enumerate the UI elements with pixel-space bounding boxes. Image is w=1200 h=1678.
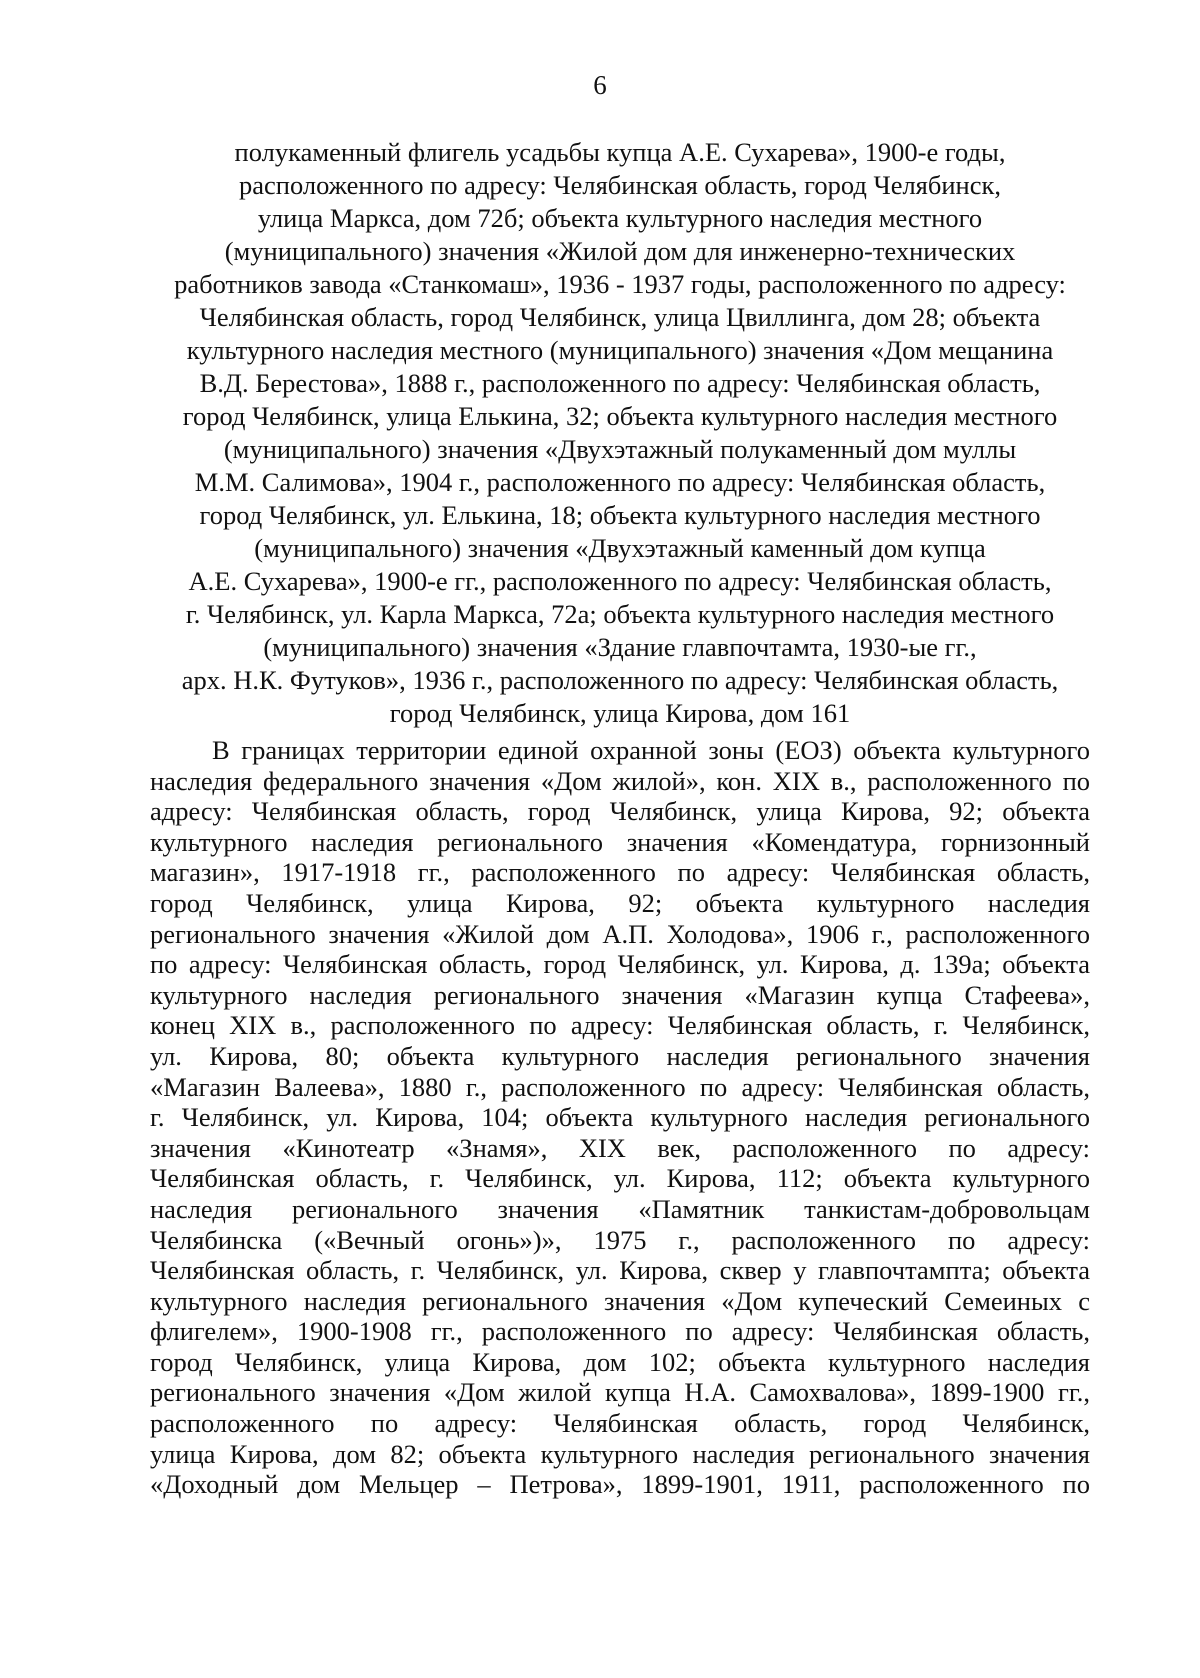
body-line: Челябинская область, г. Челябинск, ул. Кирова, сквер у главпочтампта; объекта [150, 1255, 1090, 1286]
body-line: культурного наследия регионального значения «Дом купеческий Семеиных с [150, 1285, 1090, 1316]
body-line: регионального значения «Дом жилой купца Н.А. Самохвалова», 1899-1900 гг., [150, 1377, 1090, 1408]
body-line: Челябинская область, г. Челябинск, ул. Кирова, 112; объекта культурного [150, 1163, 1090, 1194]
title-line: расположенного по адресу: Челябинская область, город Челябинск, [239, 170, 1001, 200]
body-line: культурного наследия регионального значения «Комендатура, горнизонный [150, 826, 1090, 857]
title-line: (муниципального) значения «Двухэтажный каменный дом купца [254, 533, 986, 563]
page-number: 6 [593, 70, 607, 100]
body-line: наследия регионального значения «Памятник танкистам-добровольцам [150, 1193, 1090, 1224]
title-paragraph [150, 136, 1090, 730]
title-line: арх. Н.К. Футуков», 1936 г., расположенного по адресу: Челябинская область, [181, 665, 1059, 695]
title-line: культурного наследия местного (муниципального) значения «Дом мещанина [186, 335, 1054, 365]
body-line: город Челябинск, улица Кирова, дом 102; объекта культурного наследия [150, 1346, 1090, 1377]
body-line: адресу: Челябинская область, город Челябинск, улица Кирова, 92; объекта [150, 796, 1090, 827]
body-line: конец XIX в., расположенного по адресу: Челябинская область, г. Челябинск, [150, 1010, 1090, 1041]
body-line: город Челябинск, улица Кирова, 92; объекта культурного наследия [150, 887, 1090, 918]
title-line: г. Челябинск, ул. Карла Маркса, 72а; объекта культурного наследия местного [185, 599, 1055, 629]
body-line: В границах территории единой охранной зоны (ЕОЗ) объекта культурного [212, 735, 1090, 765]
title-line: город Челябинск, ул. Елькина, 18; объекта культурного наследия местного [199, 500, 1041, 530]
title-line: В.Д. Берестова», 1888 г., расположенного по адресу: Челябинская область, [199, 368, 1041, 398]
title-line: Челябинская область, город Челябинск, улица Цвиллинга, дом 28; объекта [199, 302, 1041, 332]
title-line: (муниципального) значения «Двухэтажный полукаменный дом муллы [223, 434, 1017, 464]
body-line: улица Кирова, дом 82; объекта культурного наследия регионального значения [150, 1438, 1090, 1469]
title-line: город Челябинск, улица Кирова, дом 161 [389, 698, 851, 728]
title-line: (муниципального) значения «Здание главпочтамта, 1930-ые гг., [263, 632, 977, 662]
title-line: А.Е. Сухарева», 1900-е гг., расположенного по адресу: Челябинская область, [188, 566, 1052, 596]
title-line: М.М. Салимова», 1904 г., расположенного по адресу: Челябинская область, [194, 467, 1046, 497]
title-line: работников завода «Станкомаш», 1936 - 1937 годы, расположенного по адресу: [174, 269, 1066, 299]
body-line: регионального значения «Жилой дом А.П. Холодова», 1906 г., расположенного [150, 918, 1090, 949]
body-line: «Доходный дом Мельцер – Петрова», 1899-1901, 1911, расположенного по [150, 1469, 1090, 1500]
title-line: полукаменный флигель усадьбы купца А.Е. Сухарева», 1900-е годы, [234, 137, 1006, 167]
body-line: г. Челябинск, ул. Кирова, 104; объекта культурного наследия регионального [150, 1102, 1090, 1133]
body-line: по адресу: Челябинская область, город Челябинск, ул. Кирова, д. 139а; объекта [150, 949, 1090, 980]
body-line: флигелем», 1900-1908 гг., расположенного по адресу: Челябинская область, [150, 1316, 1090, 1347]
body-line: культурного наследия регионального значения «Магазин купца Стафеева», [150, 979, 1090, 1010]
body-line: магазин», 1917-1918 гг., расположенного по адресу: Челябинская область, [150, 857, 1090, 888]
body-paragraph [150, 735, 1090, 1500]
title-line: город Челябинск, улица Елькина, 32; объекта культурного наследия местного [182, 401, 1058, 431]
body-line: значения «Кинотеатр «Знамя», XIX век, расположенного по адресу: [150, 1132, 1090, 1163]
body-line: расположенного по адресу: Челябинская область, город Челябинск, [150, 1408, 1090, 1439]
body-line: наследия федерального значения «Дом жилой», кон. XIX в., расположенного по [150, 765, 1090, 796]
body-line: ул. Кирова, 80; объекта культурного наследия регионального значения [150, 1040, 1090, 1071]
body-line: «Магазин Валеева», 1880 г., расположенного по адресу: Челябинская область, [150, 1071, 1090, 1102]
title-line: улица Маркса, дом 72б; объекта культурного наследия местного [257, 203, 983, 233]
title-line: (муниципального) значения «Жилой дом для инженерно-технических [224, 236, 1016, 266]
body-line: Челябинска («Вечный огонь»)», 1975 г., расположенного по адресу: [150, 1224, 1090, 1255]
